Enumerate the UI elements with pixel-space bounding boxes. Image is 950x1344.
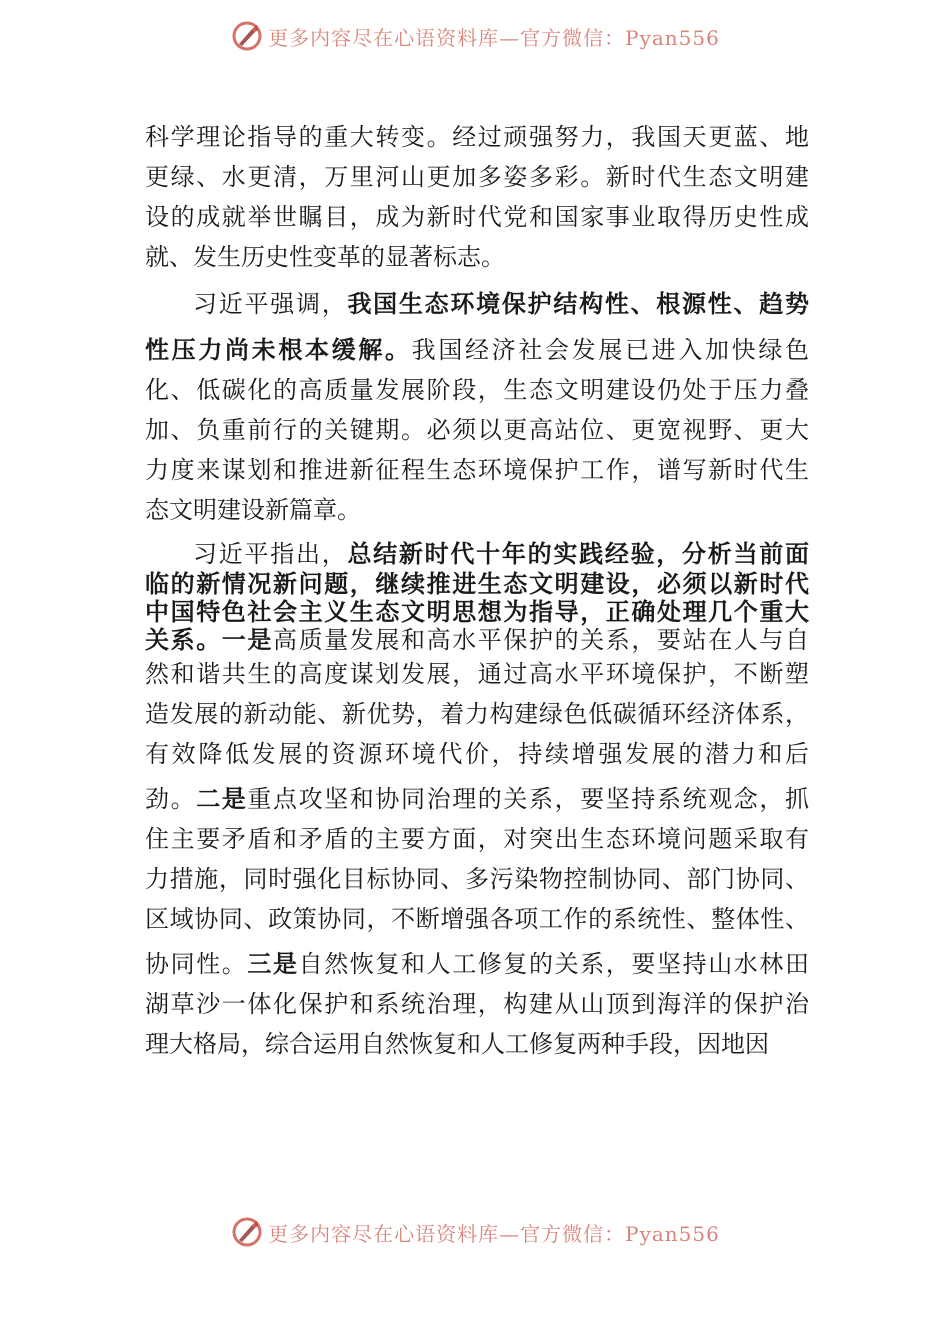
text-segment: 设的成就举世瞩目，成为新时代党和国家事业取得历史性成 — [145, 203, 809, 231]
text-segment: 住主要矛盾和矛盾的主要方面，对突出生态环境问题采取有 — [145, 825, 809, 853]
text-line — [145, 987, 809, 1021]
footer-watermark — [0, 1212, 950, 1252]
text-line — [145, 697, 809, 731]
text-segment: 更绿、水更清，万里河山更加多姿多彩。新时代生态文明建 — [145, 163, 809, 191]
pen-nib-logo-icon — [230, 1215, 264, 1249]
text-segment: 理大格局，综合运用自然恢复和人工修复两种手段，因地因 — [145, 1030, 769, 1058]
watermark-text: 更多内容尽在心语资料库—官方微信：Pyan556 — [268, 1221, 720, 1246]
text-line — [145, 333, 809, 367]
text-segment: 重点攻坚和协同治理的关系，要坚持系统观念，抓 — [247, 785, 810, 813]
text-line — [145, 453, 809, 487]
header-watermark — [0, 16, 950, 56]
bold-text-segment: 临的新情况新问题，继续推进生态文明建设，必须以新时代 — [145, 570, 809, 598]
text-line — [145, 623, 809, 657]
text-line — [145, 737, 809, 771]
text-line — [145, 200, 809, 234]
text-segment: 造发展的新动能、新优势，着力构建绿色低碳循环经济体系， — [145, 700, 809, 728]
text-line — [145, 413, 809, 447]
text-segment: 态文明建设新篇章。 — [145, 496, 361, 524]
bold-text-segment: 我国生态环境保护结构性、根源性、趋势 — [347, 290, 810, 318]
text-segment: 劲。 — [145, 785, 197, 813]
text-line — [145, 902, 809, 936]
text-segment: 力度来谋划和推进新征程生态环境保护工作，谱写新时代生 — [145, 456, 809, 484]
text-segment: 然和谐共生的高度谋划发展，通过高水平环境保护，不断塑 — [145, 660, 809, 688]
text-segment: 自然恢复和人工修复的关系，要坚持山水林田 — [298, 950, 810, 978]
text-segment: 力措施，同时强化目标协同、多污染物控制协同、部门协同、 — [145, 865, 809, 893]
text-segment: 我国经济社会发展已进入加快绿色 — [411, 336, 810, 364]
text-line — [145, 287, 809, 321]
text-segment: 区域协同、政策协同，不断增强各项工作的系统性、整体性、 — [145, 905, 809, 933]
text-segment: 就、发生历史性变革的显著标志。 — [145, 243, 505, 271]
bold-text-segment: 中国特色社会主义生态文明思想为指导，正确处理几个重大 — [145, 598, 809, 626]
text-segment: 协同性。 — [145, 950, 248, 978]
text-line — [145, 537, 809, 571]
text-line — [145, 493, 809, 527]
text-line — [145, 862, 809, 896]
text-segment: 加、负重前行的关键期。必须以更高站位、更宽视野、更大 — [145, 416, 809, 444]
text-segment: 习近平强调， — [193, 290, 348, 318]
text-line — [145, 240, 809, 274]
text-line — [145, 1027, 809, 1061]
text-segment: 湖草沙一体化保护和系统治理，构建从山顶到海洋的保护治 — [145, 990, 809, 1018]
bold-text-segment: 二是 — [196, 785, 248, 813]
text-segment: 高质量发展和高水平保护的关系，要站在人与自 — [273, 626, 809, 654]
bold-text-segment: 三是 — [247, 950, 299, 978]
text-line — [145, 160, 809, 194]
text-line — [145, 947, 809, 981]
text-segment: 化、低碳化的高质量发展阶段，生态文明建设仍处于压力叠 — [145, 376, 809, 404]
bold-text-segment: 总结新时代十年的实践经验，分析当前面 — [347, 540, 810, 568]
text-line — [145, 657, 809, 691]
text-line — [145, 822, 809, 856]
text-line — [145, 373, 809, 407]
text-line — [145, 782, 809, 816]
text-segment: 科学理论指导的重大转变。经过顽强努力，我国天更蓝、地 — [145, 123, 809, 151]
bold-text-segment: 关系。一是 — [145, 626, 273, 654]
bold-text-segment: 性压力尚未根本缓解。 — [145, 336, 412, 364]
text-segment: 习近平指出， — [193, 540, 348, 568]
pen-nib-logo-icon — [230, 19, 264, 53]
watermark-text: 更多内容尽在心语资料库—官方微信：Pyan556 — [268, 25, 720, 50]
text-line — [145, 120, 809, 154]
text-segment: 有效降低发展的资源环境代价，持续增强发展的潜力和后 — [145, 740, 809, 768]
